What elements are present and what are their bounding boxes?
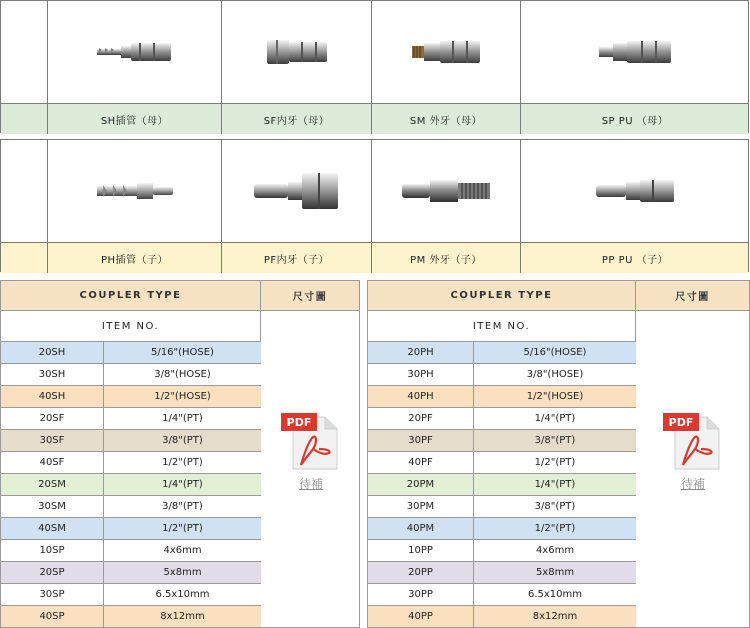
male-thread-male-plug-photo [372, 140, 520, 242]
size-cell: 1/2"(PT) [534, 523, 576, 534]
pu-hose-female-coupler-photo [521, 1, 749, 103]
table-row [0, 364, 261, 386]
size-drawing-cell [260, 311, 360, 628]
size-cell: 1/2"(HOSE) [526, 391, 584, 402]
table-row [0, 342, 261, 364]
model-cell: 10SP [0, 540, 104, 561]
table-row [367, 408, 636, 430]
model-cell: 20SM [0, 474, 104, 495]
size-drawing-header: 尺寸圖 [260, 280, 360, 311]
coupler-type-header: COUPLER TYPE [367, 280, 636, 311]
pdf-icon [279, 411, 343, 473]
male-spec-table [367, 280, 750, 628]
table-row [367, 496, 636, 518]
pdf-caption: 待補 [298, 477, 323, 491]
male-plug-panel [0, 139, 749, 272]
size-cell: 3/8"(HOSE) [154, 369, 211, 380]
product-label-pf: PF内牙（子） [263, 254, 330, 266]
table-row [367, 606, 636, 628]
model-cell: 10PP [367, 540, 474, 561]
model-cell: 40SH [0, 386, 104, 407]
model-cell: 30SH [0, 364, 104, 385]
size-cell: 3/8"(PT) [534, 501, 576, 512]
model-cell: 40SF [0, 452, 104, 473]
size-drawing-cell [635, 311, 750, 628]
hose-barb-female-coupler-photo [48, 1, 221, 103]
size-cell: 5x8mm [163, 567, 202, 578]
size-cell: 3/8"(PT) [534, 435, 576, 446]
female-photo-row [1, 1, 748, 103]
size-cell: 6.5x10mm [155, 589, 210, 600]
product-label-pm: PM 外牙（子） [410, 254, 482, 266]
table-row [367, 562, 636, 584]
pdf-badge-text: PDF [286, 416, 312, 429]
size-cell: 1/2"(PT) [162, 457, 203, 468]
product-label-ph: PH插管（子） [100, 254, 169, 266]
size-cell: 5x8mm [535, 567, 575, 578]
male-thread-female-coupler-photo [372, 1, 520, 103]
female-thread-female-coupler-photo [222, 1, 371, 103]
model-cell: 20SP [0, 562, 104, 583]
table-row [0, 408, 261, 430]
model-cell: 40SM [0, 518, 104, 539]
size-cell: 6.5x10mm [527, 589, 583, 600]
table-row [367, 540, 636, 562]
pdf-drawing-link[interactable] [661, 411, 725, 492]
table-row [0, 452, 261, 474]
model-cell: 30PF [367, 430, 474, 451]
female-coupler-panel [0, 0, 749, 133]
pdf-caption: 待補 [680, 477, 705, 491]
table-row [367, 452, 636, 474]
table-row [0, 584, 261, 606]
size-cell: 1/4"(PT) [162, 479, 203, 490]
table-row [0, 496, 261, 518]
table-row [367, 518, 636, 540]
product-label-sp: SP PU （母） [601, 115, 669, 127]
product-label-sh: SH插管（母） [100, 115, 169, 127]
size-cell: 1/4"(PT) [534, 479, 576, 490]
item-no-header: ITEM NO. [367, 311, 636, 342]
table-row [0, 474, 261, 496]
male-photo-row [1, 140, 748, 242]
table-row [367, 474, 636, 496]
product-label-sf: SF内牙（母） [263, 115, 330, 127]
size-cell: 1/2"(HOSE) [154, 391, 211, 402]
model-cell: 20PP [367, 562, 474, 583]
female-spec-table [0, 280, 360, 628]
size-cell: 3/8"(PT) [162, 435, 203, 446]
table-row [0, 562, 261, 584]
size-cell: 8x12mm [532, 611, 578, 622]
table-row [0, 518, 261, 540]
size-cell: 1/4"(PT) [162, 413, 203, 424]
pdf-icon [661, 411, 725, 473]
model-cell: 30SP [0, 584, 104, 605]
pdf-badge-text: PDF [668, 416, 694, 429]
model-cell: 20PH [367, 342, 474, 363]
product-label-sm: SM 外牙（母） [409, 115, 483, 127]
model-cell: 30PH [367, 364, 474, 385]
size-cell: 8x12mm [160, 611, 205, 622]
hose-barb-male-plug-photo [48, 140, 221, 242]
model-cell: 20SH [0, 342, 104, 363]
table-row [367, 364, 636, 386]
model-cell: 40PP [367, 606, 474, 627]
size-cell: 1/2"(PT) [162, 523, 203, 534]
table-row [0, 606, 261, 628]
size-cell: 3/8"(HOSE) [526, 369, 584, 380]
size-drawing-header: 尺寸圖 [635, 280, 750, 311]
coupler-type-header: COUPLER TYPE [0, 280, 261, 311]
table-row [367, 386, 636, 408]
size-cell: 1/2"(PT) [534, 457, 576, 468]
table-row [367, 342, 636, 364]
model-cell: 30PP [367, 584, 474, 605]
model-cell: 30SF [0, 430, 104, 451]
size-cell: 3/8"(PT) [162, 501, 203, 512]
female-label-row [1, 103, 748, 134]
size-cell: 5/16"(HOSE) [523, 347, 587, 358]
model-cell: 40PF [367, 452, 474, 473]
table-row [0, 540, 261, 562]
size-cell: 4x6mm [535, 545, 575, 556]
pu-hose-male-plug-photo [521, 140, 749, 242]
size-cell: 4x6mm [163, 545, 202, 556]
table-row [0, 430, 261, 452]
table-row [0, 386, 261, 408]
table-row [367, 584, 636, 606]
pdf-drawing-link[interactable] [279, 411, 343, 492]
model-cell: 30SM [0, 496, 104, 517]
male-label-row [1, 242, 748, 273]
model-cell: 20SF [0, 408, 104, 429]
model-cell: 20PF [367, 408, 474, 429]
size-cell: 1/4"(PT) [534, 413, 576, 424]
item-no-header: ITEM NO. [0, 311, 261, 342]
product-label-pp: PP PU （子） [601, 254, 669, 266]
model-cell: 40PH [367, 386, 474, 407]
model-cell: 30PM [367, 496, 474, 517]
female-thread-male-plug-photo [222, 140, 371, 242]
model-cell: 20PM [367, 474, 474, 495]
model-cell: 40SP [0, 606, 104, 627]
size-cell: 5/16"(HOSE) [151, 347, 214, 358]
model-cell: 40PM [367, 518, 474, 539]
table-row [367, 430, 636, 452]
